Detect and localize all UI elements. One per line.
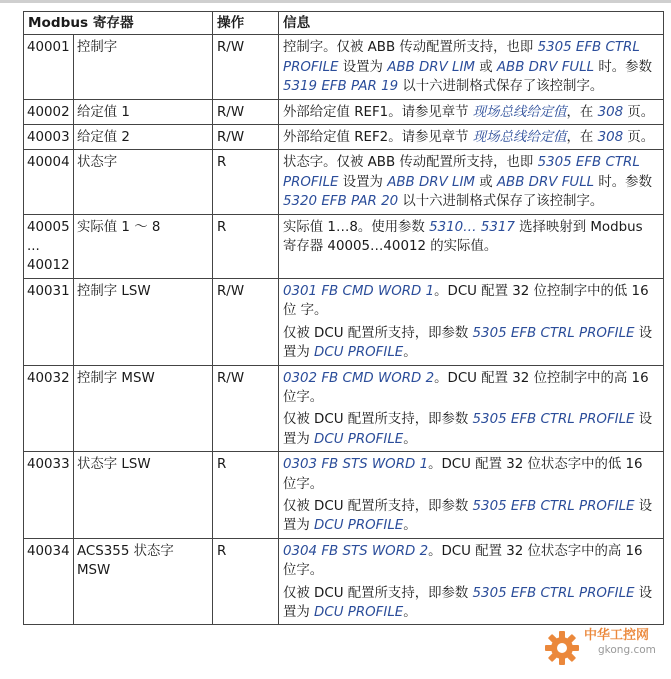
parameter-reference-link[interactable]: ABB DRV LIM	[387, 174, 475, 190]
parameter-reference-link[interactable]: 0304 FB STS WORD 2	[283, 543, 429, 559]
parameter-reference-link[interactable]: 5305 EFB CTRL PROFILE	[472, 585, 635, 601]
info-text: 控制字。仅被 ABB 传动配置所支持，也即	[283, 40, 538, 56]
register-info	[279, 150, 664, 214]
info-text: 外部给定值 REF2。请参见章节	[283, 130, 473, 146]
info-paragraph	[283, 457, 643, 491]
register-address: 40001	[24, 35, 74, 99]
info-paragraph-2	[283, 324, 659, 363]
parameter-reference-link[interactable]: 现场总线给定值	[472, 130, 567, 146]
register-name: 给定值 2	[74, 125, 213, 150]
register-info	[279, 214, 664, 278]
info-text: 。	[403, 345, 417, 361]
register-info	[279, 538, 664, 625]
info-text: 以十六进制格式保存了该控制字。	[398, 194, 604, 210]
info-text: 时。参数	[594, 174, 652, 190]
parameter-reference-link[interactable]: DCU PROFILE	[314, 345, 404, 361]
register-operation: R/W	[213, 125, 279, 150]
parameter-reference-link[interactable]: 5305 EFB CTRL PROFILE	[472, 325, 635, 341]
info-text: 仅被 DCU 配置所支持，即参数	[283, 498, 473, 514]
parameter-reference-link[interactable]: 5305 EFB CTRL PROFILE	[472, 412, 635, 428]
watermark-site-url: gkong.com	[598, 644, 656, 656]
info-text: 仅被 DCU 配置所支持，即参数	[283, 412, 473, 428]
page-top-rule	[0, 0, 671, 3]
info-text: 设置为	[283, 585, 653, 620]
parameter-reference-link[interactable]: ABB DRV FULL	[496, 59, 595, 75]
info-paragraph	[283, 220, 643, 254]
info-paragraph	[283, 130, 654, 145]
info-paragraph	[283, 544, 643, 578]
register-info	[279, 99, 664, 124]
info-text: 时。参数	[594, 59, 652, 75]
register-address: 40034	[24, 538, 74, 625]
register-address: 40032	[24, 365, 74, 452]
info-text: 实际值 1…8。使用参数	[283, 219, 430, 235]
register-info	[279, 125, 664, 150]
parameter-reference-link[interactable]: 5310…	[429, 219, 477, 235]
watermark-site-name: 中华工控网	[584, 628, 650, 643]
info-paragraph-2	[283, 410, 659, 449]
table-row	[24, 278, 664, 365]
register-address: 40004	[24, 150, 74, 214]
parameter-reference-link[interactable]: 0303 FB STS WORD 1	[283, 457, 429, 473]
header-operation: 操作	[213, 12, 279, 35]
register-info	[279, 35, 664, 99]
register-address: 40003	[24, 125, 74, 150]
info-paragraph-2	[283, 584, 659, 623]
info-text: 。DCU 配置 32 位控制字中的高 16 位字。	[283, 370, 649, 405]
register-address: 40033	[24, 452, 74, 539]
header-register: Modbus 寄存器	[24, 12, 213, 35]
register-info	[279, 452, 664, 539]
modbus-register-table	[23, 11, 664, 625]
gear-logo-icon	[542, 628, 582, 668]
info-text: 仅被 DCU 配置所支持，即参数	[283, 325, 473, 341]
table-row	[24, 214, 664, 278]
register-operation: R	[213, 452, 279, 539]
parameter-reference-link[interactable]: 5305 EFB CTRL PROFILE	[283, 155, 640, 190]
register-operation: R/W	[213, 99, 279, 124]
info-text: 。DCU 配置 32 位控制字中的低 16 位 字。	[283, 283, 649, 319]
info-text: 选择映射到 Modbus 寄存器 40005…40012 的实际值。	[283, 219, 643, 255]
info-text: ，在	[566, 104, 598, 120]
info-text: 设置为	[338, 174, 388, 190]
register-operation: R/W	[213, 278, 279, 365]
info-text: 或	[474, 59, 497, 75]
info-text: 。	[403, 431, 417, 447]
register-name: 给定值 1	[74, 99, 213, 124]
parameter-reference-link[interactable]: 5319 EFB PAR 19	[283, 79, 399, 95]
info-text: 外部给定值 REF1。请参见章节	[283, 104, 473, 120]
parameter-reference-link[interactable]: 5320 EFB PAR 20	[283, 194, 399, 210]
info-text: 页。	[623, 104, 655, 120]
register-operation: R/W	[213, 365, 279, 452]
info-text: 。	[403, 604, 417, 620]
parameter-reference-link[interactable]: 0302 FB CMD WORD 2	[283, 370, 435, 386]
info-text: 。DCU 配置 32 位状态字中的低 16 位字。	[283, 457, 643, 492]
info-text: 设置为	[283, 498, 653, 534]
parameter-reference-link[interactable]: ABB DRV FULL	[496, 174, 595, 190]
parameter-reference-link[interactable]: 5317	[480, 219, 515, 235]
parameter-reference-link[interactable]: 5305 EFB CTRL PROFILE	[472, 498, 635, 514]
parameter-reference-link[interactable]: 308	[597, 130, 624, 146]
info-text: 状态字。仅被 ABB 传动配置所支持，也即	[283, 155, 538, 171]
register-address: 40002	[24, 99, 74, 124]
register-address: 40031	[24, 278, 74, 365]
register-info	[279, 278, 664, 365]
info-paragraph	[283, 371, 649, 405]
info-text: 设置为	[283, 325, 653, 361]
info-paragraph	[283, 284, 649, 318]
register-operation: R	[213, 150, 279, 214]
table-row	[24, 538, 664, 625]
table-row	[24, 125, 664, 150]
table-row	[24, 150, 664, 214]
gkong-watermark	[540, 622, 668, 676]
register-name: ACS355 状态字 MSW	[74, 538, 213, 625]
info-text: 设置为	[283, 412, 653, 447]
info-text: 。	[403, 518, 417, 534]
table-body	[24, 35, 664, 625]
table-row	[24, 35, 664, 99]
register-name: 控制字 MSW	[74, 365, 213, 452]
register-operation: R/W	[213, 35, 279, 99]
parameter-reference-link[interactable]: DCU PROFILE	[314, 518, 404, 534]
register-name: 状态字	[74, 150, 213, 214]
info-paragraph	[283, 40, 652, 94]
parameter-reference-link[interactable]: ABB DRV LIM	[387, 59, 475, 75]
header-info: 信息	[279, 12, 664, 35]
parameter-reference-link[interactable]: 308	[597, 104, 624, 120]
register-name: 实际值 1 ～ 8	[74, 214, 213, 278]
register-operation: R	[213, 538, 279, 625]
register-address: 40005 ... 40012	[24, 214, 74, 278]
register-name: 控制字 LSW	[74, 278, 213, 365]
register-name: 控制字	[74, 35, 213, 99]
register-operation: R	[213, 214, 279, 278]
info-text: 或	[474, 174, 497, 190]
info-text: 页。	[623, 130, 655, 146]
info-paragraph-2	[283, 497, 659, 536]
parameter-reference-link[interactable]: 0301 FB CMD WORD 1	[283, 283, 435, 299]
info-text: 以十六进制格式保存了该控制字。	[398, 79, 604, 95]
parameter-reference-link[interactable]: DCU PROFILE	[314, 604, 404, 620]
register-name: 状态字 LSW	[74, 452, 213, 539]
info-text: 仅被 DCU 配置所支持，即参数	[283, 585, 473, 601]
info-paragraph	[283, 155, 652, 209]
table-row	[24, 452, 664, 539]
info-text: 设置为	[338, 59, 388, 75]
table-row	[24, 365, 664, 452]
table-row	[24, 99, 664, 124]
info-text: ，在	[566, 130, 598, 146]
parameter-reference-link[interactable]: 现场总线给定值	[472, 104, 567, 120]
table-header-row	[24, 12, 664, 35]
info-text: 。DCU 配置 32 位状态字中的高 16 位字。	[283, 543, 643, 579]
register-info	[279, 365, 664, 452]
parameter-reference-link[interactable]: DCU PROFILE	[314, 431, 404, 447]
parameter-reference-link[interactable]: 5305 EFB CTRL PROFILE	[283, 40, 640, 75]
info-paragraph	[283, 105, 654, 120]
